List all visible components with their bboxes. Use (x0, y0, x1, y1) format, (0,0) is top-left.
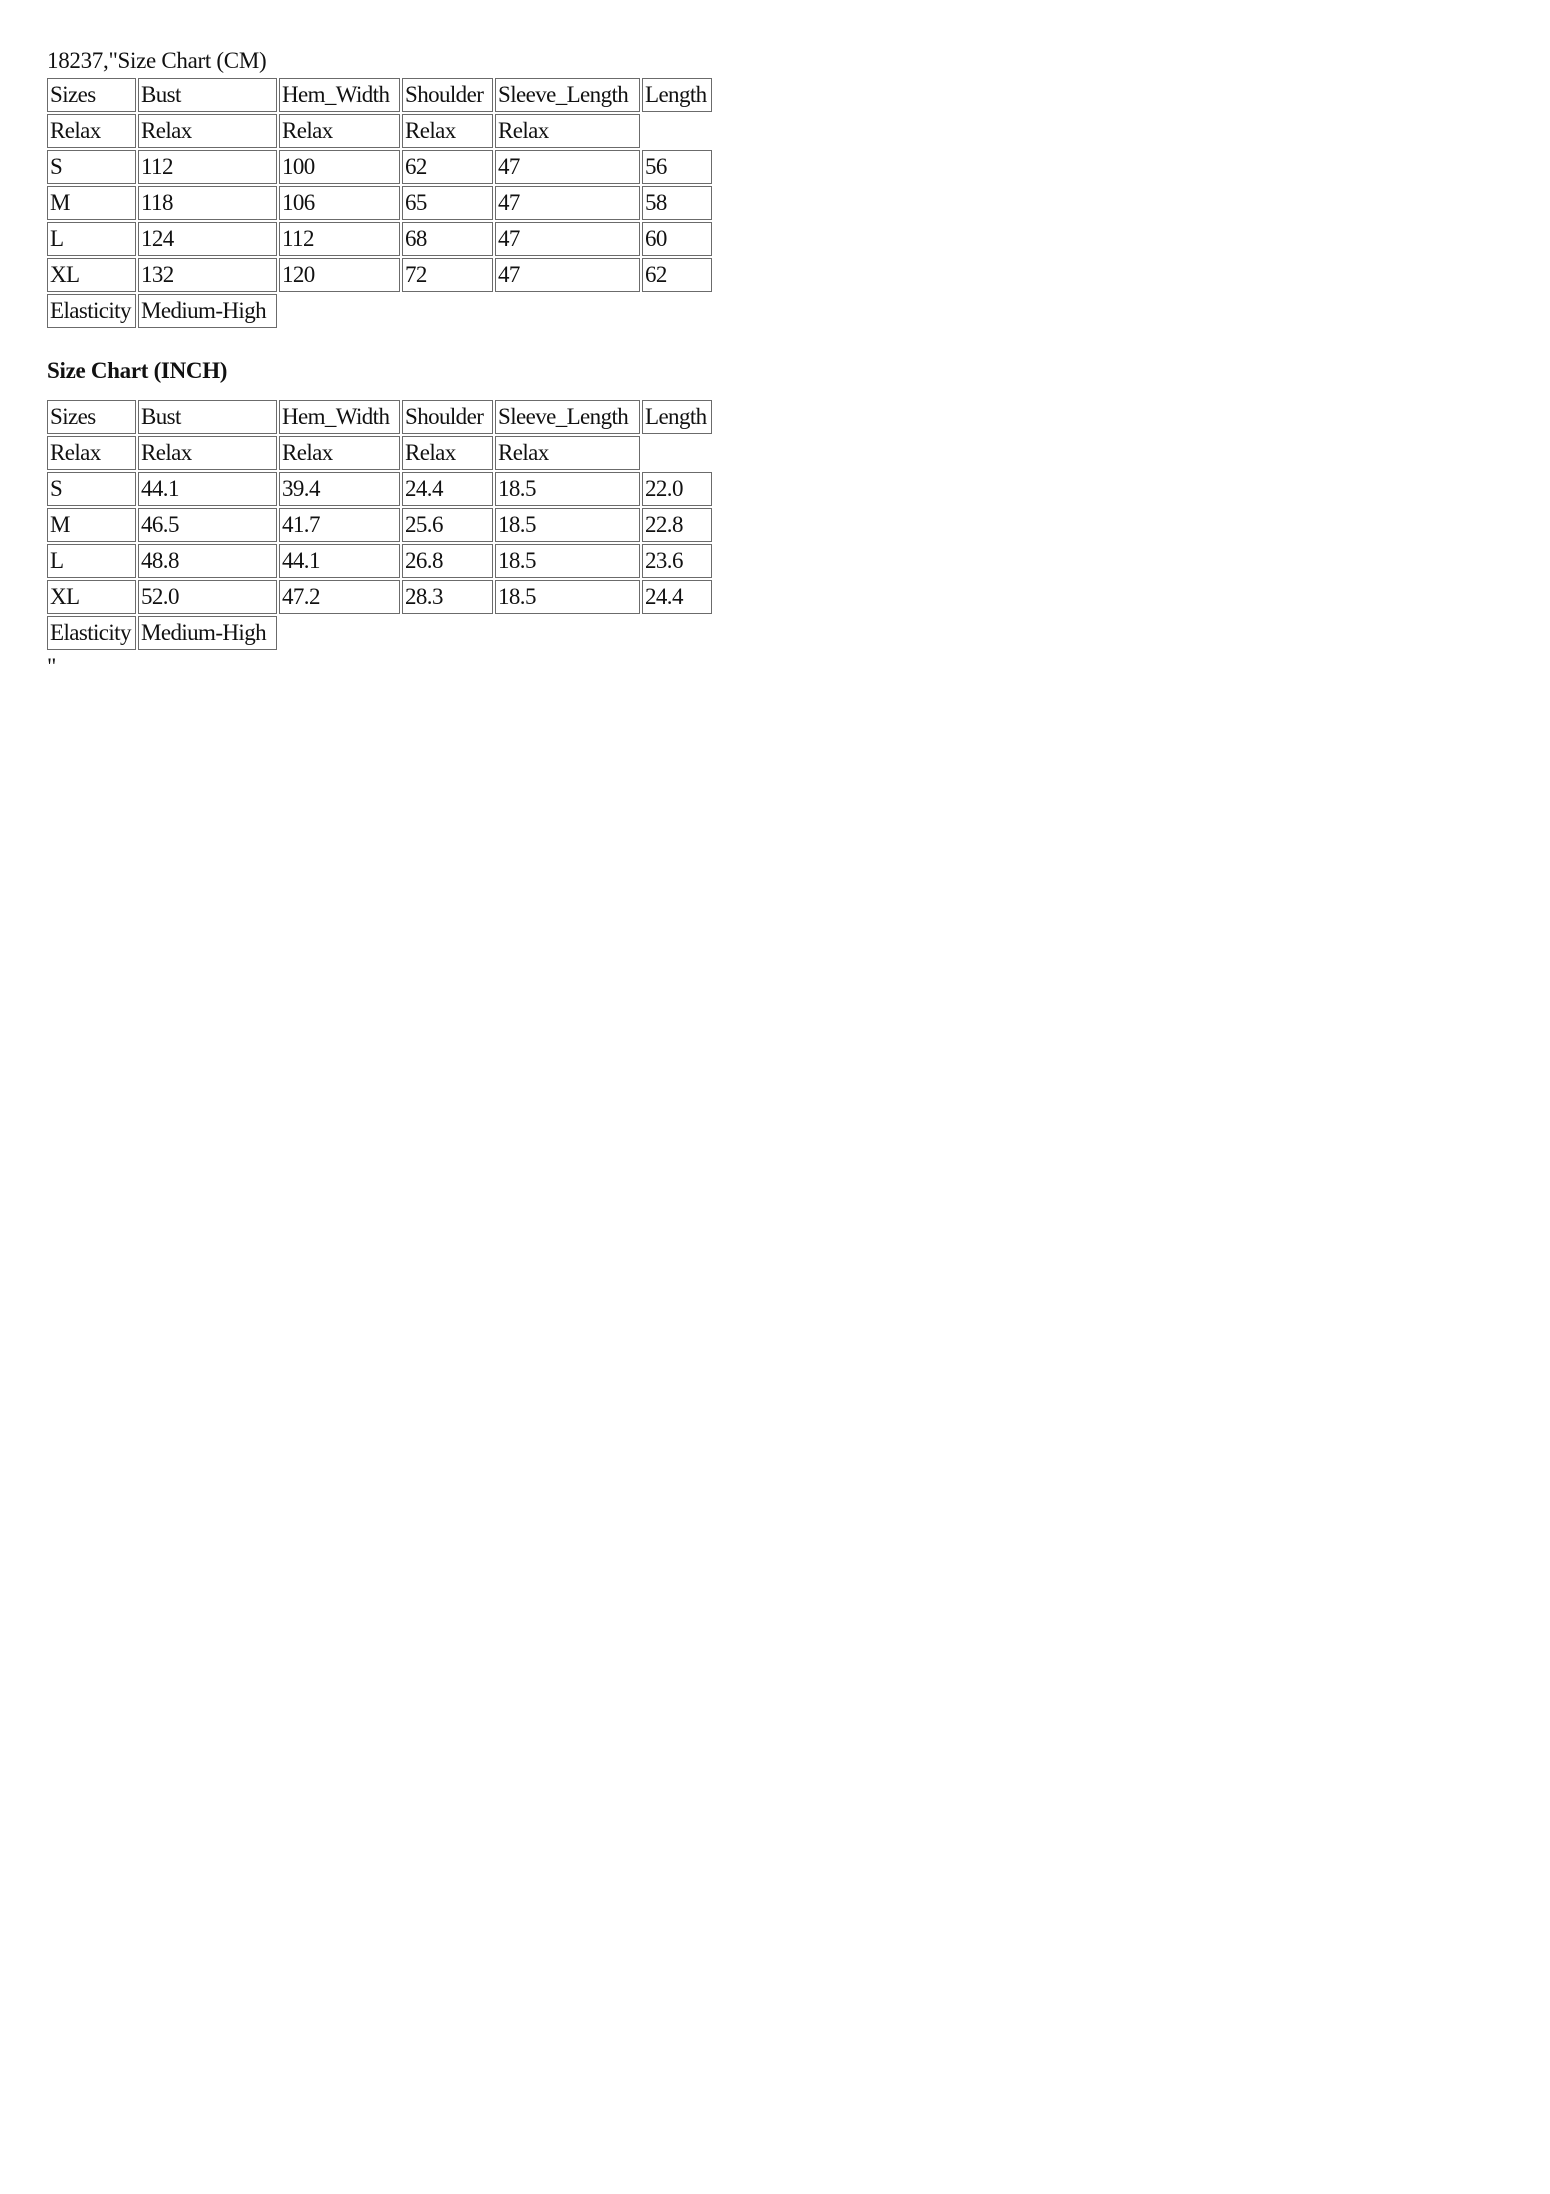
value-cell: 47.2 (279, 580, 400, 614)
header-cell: Sleeve_Length (495, 78, 640, 112)
value-cell: 25.6 (402, 508, 493, 542)
trailing-quote: " (47, 654, 57, 679)
size-cell: XL (47, 580, 136, 614)
value-cell: 65 (402, 186, 493, 220)
fit-cell: Relax (47, 436, 136, 470)
size-cell: L (47, 222, 136, 256)
value-cell: 60 (642, 222, 712, 256)
value-cell: 18.5 (495, 544, 640, 578)
fit-cell: Relax (138, 114, 277, 148)
value-cell: 62 (642, 258, 712, 292)
value-cell: 44.1 (279, 544, 400, 578)
table-row (47, 258, 712, 292)
value-cell: 48.8 (138, 544, 277, 578)
size-cell: L (47, 544, 136, 578)
value-cell: 132 (138, 258, 277, 292)
fit-cell: Relax (138, 436, 277, 470)
header-cell: Bust (138, 78, 277, 112)
table-header-row (47, 78, 712, 112)
document-page (47, 46, 807, 682)
value-cell: 41.7 (279, 508, 400, 542)
value-cell: 46.5 (138, 508, 277, 542)
value-cell: 22.0 (642, 472, 712, 506)
value-cell: 72 (402, 258, 493, 292)
empty-cell (642, 436, 712, 470)
value-cell: 47 (495, 222, 640, 256)
size-table-cm (45, 76, 714, 330)
header-cell: Length (642, 400, 712, 434)
header-cell: Sizes (47, 78, 136, 112)
value-cell: 112 (138, 150, 277, 184)
value-cell: 39.4 (279, 472, 400, 506)
value-cell: 28.3 (402, 580, 493, 614)
value-cell: 22.8 (642, 508, 712, 542)
value-cell: 68 (402, 222, 493, 256)
elasticity-row (47, 294, 712, 328)
value-cell: 112 (279, 222, 400, 256)
header-cell: Sleeve_Length (495, 400, 640, 434)
fit-cell: Relax (402, 114, 493, 148)
header-cell: Shoulder (402, 78, 493, 112)
size-cell: S (47, 150, 136, 184)
table-row (47, 580, 712, 614)
table-header-row (47, 400, 712, 434)
value-cell: 24.4 (642, 580, 712, 614)
value-cell: 18.5 (495, 472, 640, 506)
elasticity-label: Elasticity (47, 294, 136, 328)
value-cell: 26.8 (402, 544, 493, 578)
value-cell: 62 (402, 150, 493, 184)
value-cell: 58 (642, 186, 712, 220)
fit-cell: Relax (47, 114, 136, 148)
header-cell: Hem_Width (279, 400, 400, 434)
empty-cell (642, 114, 712, 148)
value-cell: 24.4 (402, 472, 493, 506)
value-cell: 52.0 (138, 580, 277, 614)
elasticity-label: Elasticity (47, 616, 136, 650)
value-cell: 124 (138, 222, 277, 256)
value-cell: 47 (495, 258, 640, 292)
table-row (47, 508, 712, 542)
value-cell: 18.5 (495, 580, 640, 614)
size-table-inch (45, 398, 714, 652)
table-row (47, 472, 712, 506)
value-cell: 18.5 (495, 508, 640, 542)
fit-row (47, 436, 712, 470)
header-cell: Shoulder (402, 400, 493, 434)
size-cell: M (47, 508, 136, 542)
value-cell: 100 (279, 150, 400, 184)
elasticity-value: Medium-High (138, 294, 277, 328)
header-line: 18237,"Size Chart (CM) (47, 48, 267, 73)
header-cell: Hem_Width (279, 78, 400, 112)
elasticity-value: Medium-High (138, 616, 277, 650)
elasticity-row (47, 616, 712, 650)
value-cell: 47 (495, 186, 640, 220)
table-row (47, 222, 712, 256)
header-cell: Bust (138, 400, 277, 434)
value-cell: 23.6 (642, 544, 712, 578)
inch-section-title: Size Chart (INCH) (47, 358, 228, 383)
size-cell: M (47, 186, 136, 220)
fit-cell: Relax (279, 114, 400, 148)
size-cell: S (47, 472, 136, 506)
fit-cell: Relax (495, 436, 640, 470)
fit-cell: Relax (495, 114, 640, 148)
fit-row (47, 114, 712, 148)
fit-cell: Relax (279, 436, 400, 470)
fit-cell: Relax (402, 436, 493, 470)
value-cell: 47 (495, 150, 640, 184)
size-cell: XL (47, 258, 136, 292)
value-cell: 44.1 (138, 472, 277, 506)
value-cell: 118 (138, 186, 277, 220)
table-row (47, 186, 712, 220)
header-cell: Length (642, 78, 712, 112)
value-cell: 120 (279, 258, 400, 292)
table-row (47, 150, 712, 184)
table-row (47, 544, 712, 578)
header-cell: Sizes (47, 400, 136, 434)
value-cell: 106 (279, 186, 400, 220)
value-cell: 56 (642, 150, 712, 184)
